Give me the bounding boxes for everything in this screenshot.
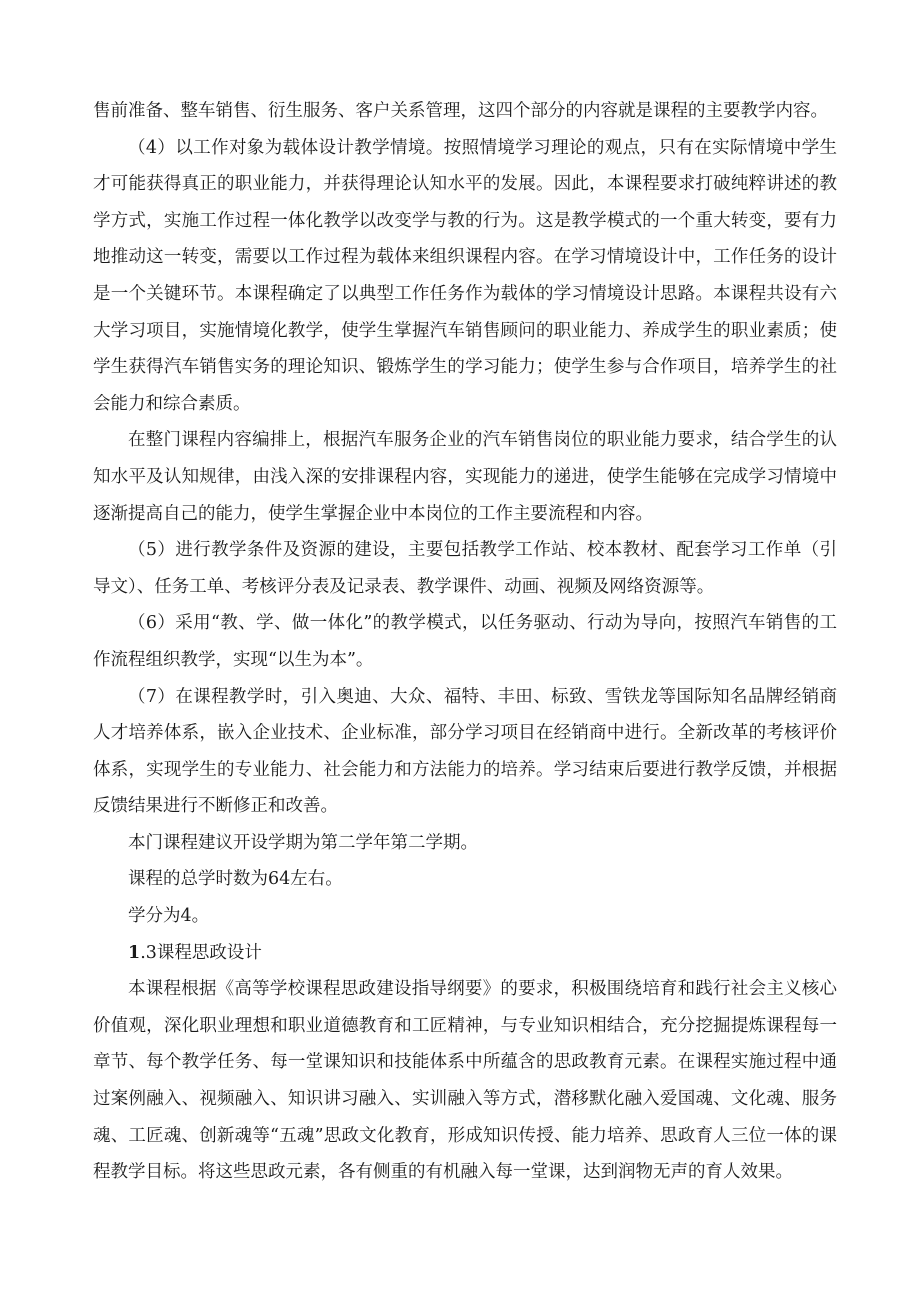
paragraph-item-7: （7）在课程教学时，引入奥迪、大众、福特、丰田、标致、雪铁龙等国际知名品牌经销商人才培养体系，嵌入企业技术、企业标准，部分学习项目在经销商中进行。全新改革的考核评价体系，实现学生的专业能力、社会能力和方法能力的培养。学习结束后要进行教学反馈，并根据反馈结果进行不断修正和改善。 [93, 686, 837, 817]
document-page [93, 93, 837, 1191]
section-heading-number: 1 [128, 942, 141, 963]
section-heading-title: .3课程思政设计 [140, 942, 262, 963]
section-heading-ideological-design [93, 935, 837, 972]
paragraph-semester: 本门课程建议开设学期为第二学年第二学期。 [128, 832, 478, 853]
paragraph-credits: 学分为4。 [128, 906, 210, 927]
paragraph-ideological-design: 本课程根据《高等学校课程思政建设指导纲要》的要求，积极围绕培育和践行社会主义核心价值观，深化职业理想和职业道德教育和工匠精神，与专业知识相结合，充分挖掘提炼课程每一章节、每个教学任务、每一堂课知识和技能体系中所蕴含的思政教育元素。在课程实施过程中通过案例融入、视频融入、知识讲习融入、实训融入等方式，潜移默化融入爱国魂、文化魂、服务魂、工匠魂、创新魂等“五魂”思政文化教育，形成知识传授、能力培养、思政育人三位一体的课程教学目标。将这些思政元素，各有侧重的有机融入每一堂课，达到润物无声的育人效果。 [93, 979, 837, 1183]
paragraph-item-5: （5）进行教学条件及资源的建设，主要包括教学工作站、校本教材、配套学习工作单（引导文）、任务工单、考核评分表及记录表、教学课件、动画、视频及网络资源等。 [93, 540, 837, 597]
paragraph-content-arrangement: 在整门课程内容编排上，根据汽车服务企业的汽车销售岗位的职业能力要求，结合学生的认知水平及认知规律，由浅入深的安排课程内容，实现能力的递进，使学生能够在完成学习情境中逐渐提高自己的能力，使学生掌握企业中本岗位的工作主要流程和内容。 [93, 430, 837, 524]
paragraph-item-4: （4）以工作对象为载体设计教学情境。按照情境学习理论的观点，只有在实际情境中学生才可能获得真正的职业能力，并获得理论认知水平的发展。因此，本课程要求打破纯粹讲述的教学方式，实施工作过程一体化教学以改变学与教的行为。这是教学模式的一个重大转变，要有力地推动这一转变，需要以工作过程为载体来组织课程内容。在学习情境设计中，工作任务的设计是一个关键环节。本课程确定了以典型工作任务作为载体的学习情境设计思路。本课程共设有六大学习项目，实施情境化教学，使学生掌握汽车销售顾问的职业能力、养成学生的职业素质；使学生获得汽车销售实务的理论知识、锻炼学生的学习能力；使学生参与合作项目，培养学生的社会能力和综合素质。 [93, 137, 837, 414]
paragraph-item-6: （6）采用“教、学、做一体化”的教学模式，以任务驱动、行动为导向，按照汽车销售的工作流程组织教学，实现“以生为本”。 [93, 613, 837, 670]
paragraph-course-content-summary: 售前准备、整车销售、衍生服务、客户关系管理，这四个部分的内容就是课程的主要教学内容。 [93, 101, 828, 121]
paragraph-total-hours: 课程的总学时数为64左右。 [128, 869, 343, 890]
